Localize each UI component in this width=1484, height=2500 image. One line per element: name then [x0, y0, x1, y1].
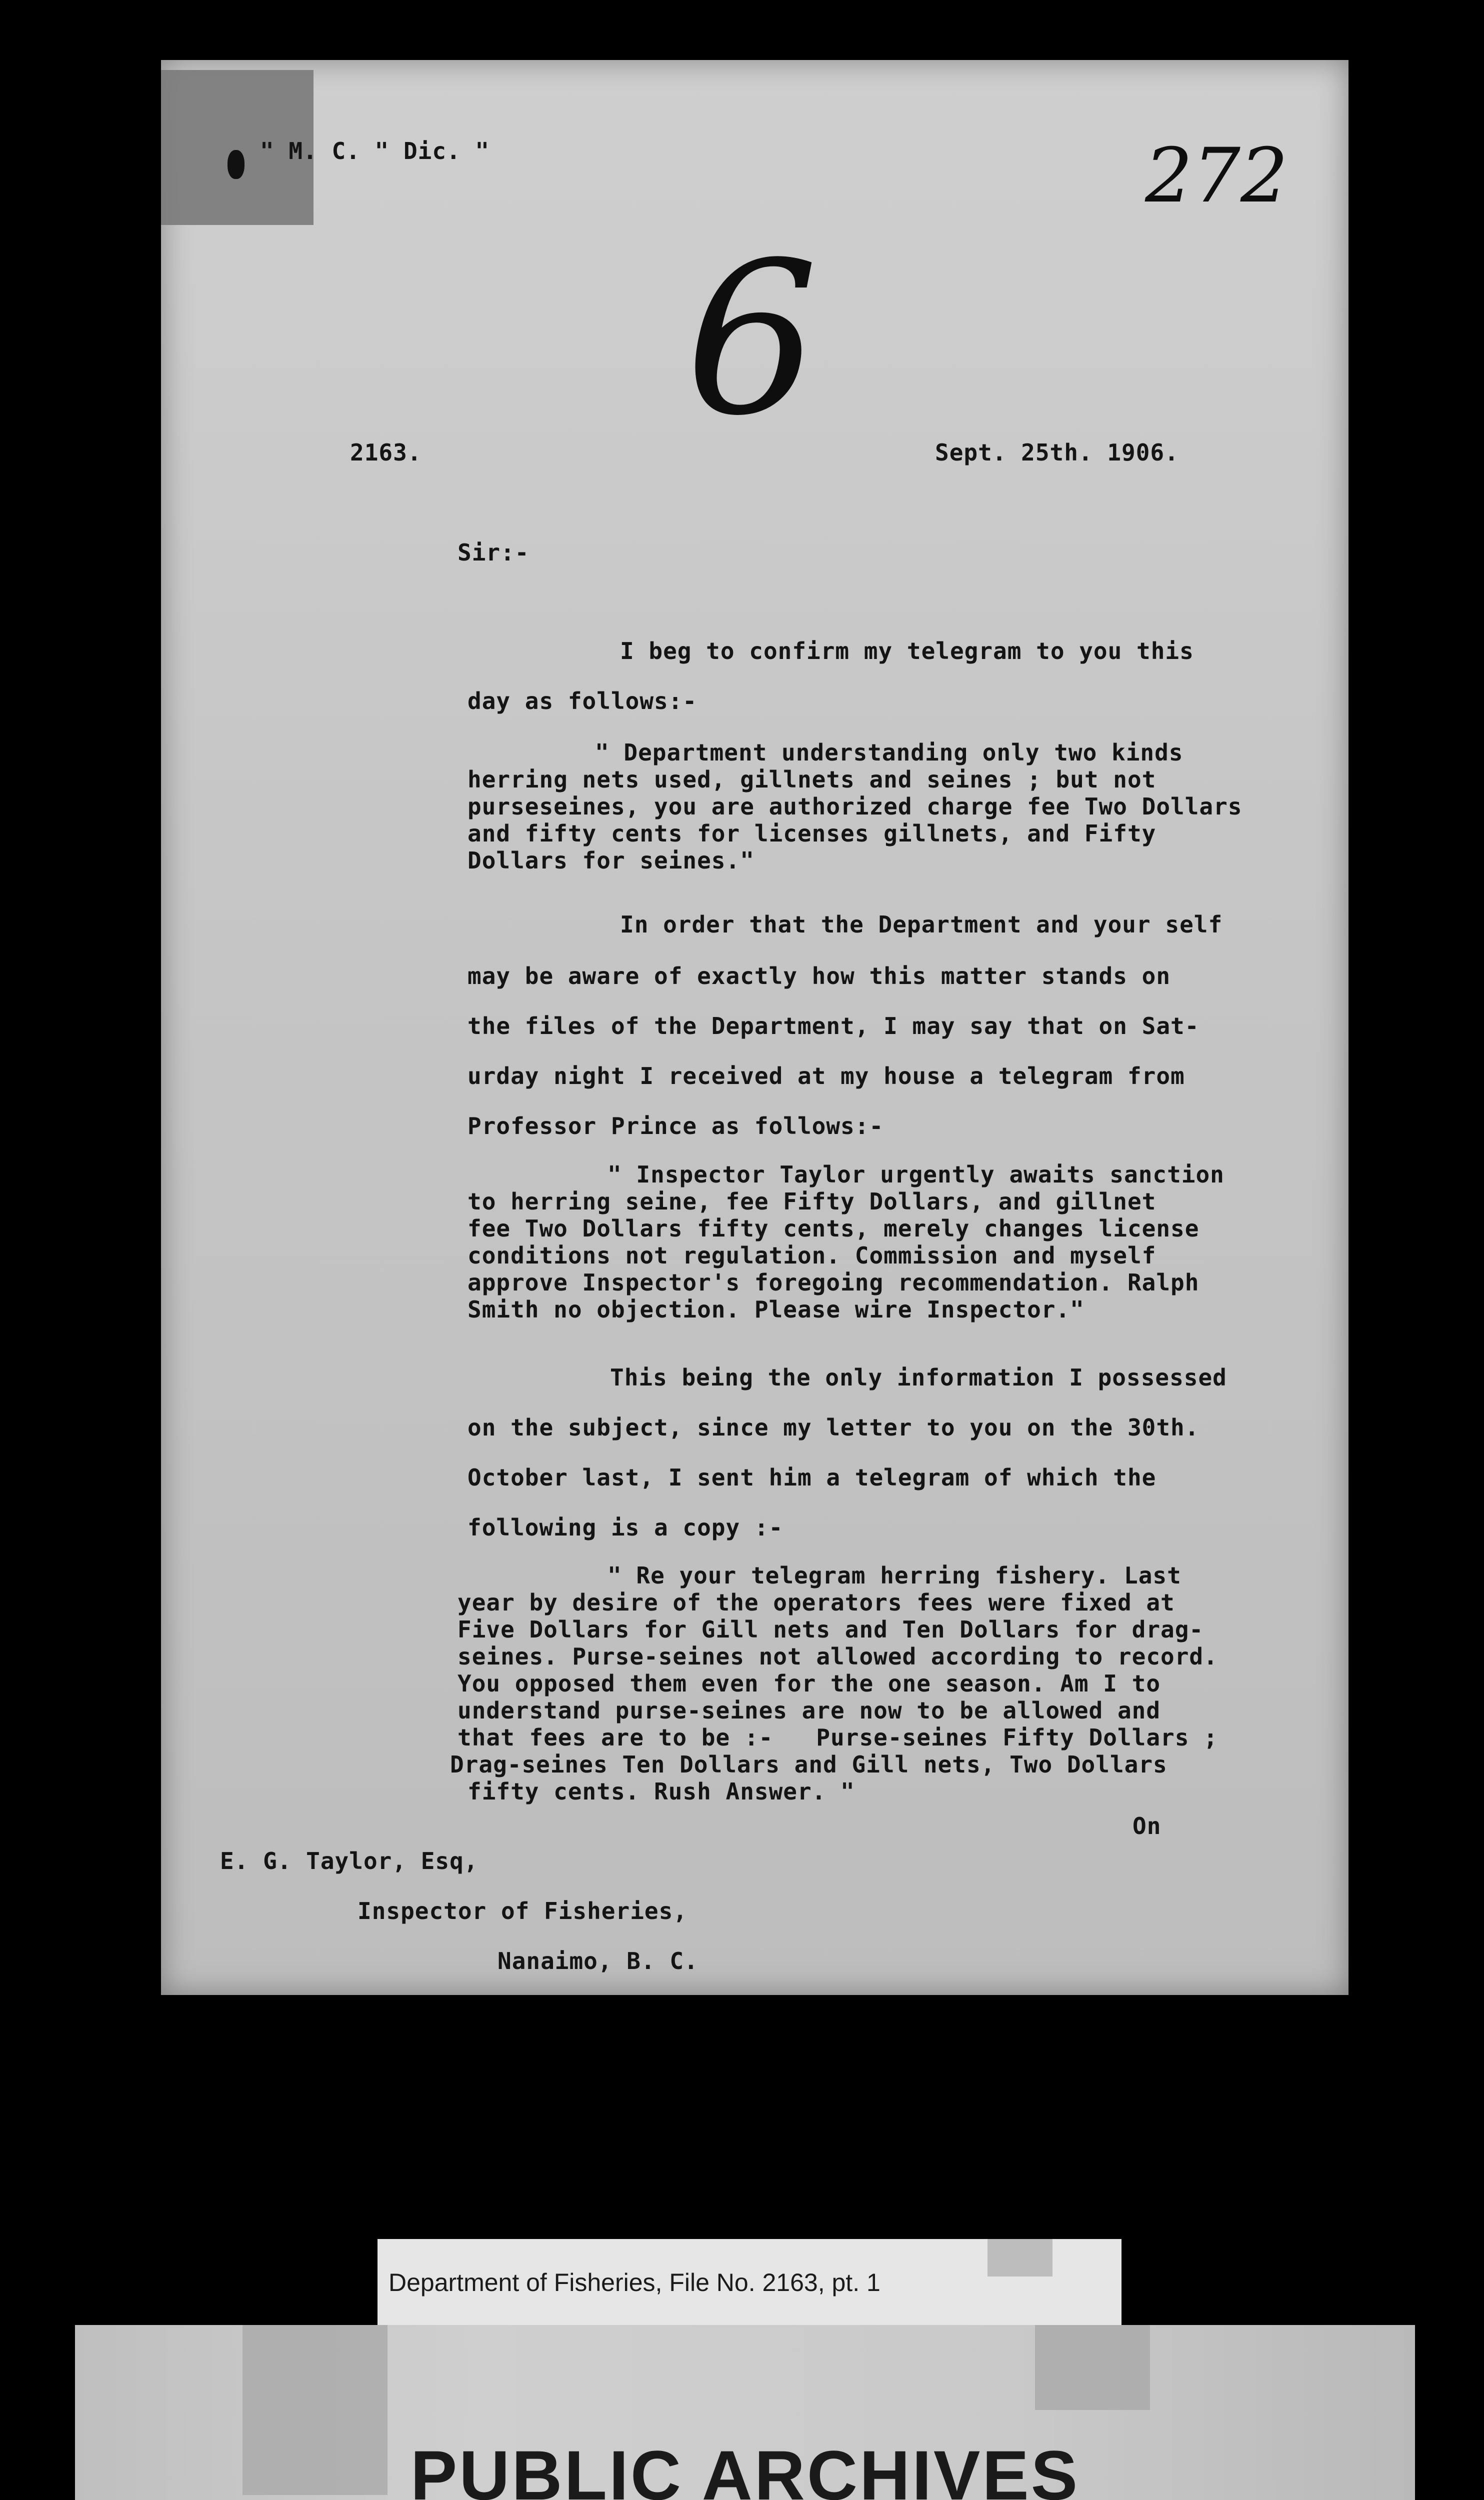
body-line: herring nets used, gillnets and seines ; but not: [468, 766, 1156, 793]
body-line: Professor Prince as follows:-: [468, 1112, 884, 1140]
body-line: urday night I received at my house a telegram from: [468, 1062, 1185, 1090]
body-line: purseseines, you are authorized charge fee Two Dollars: [468, 793, 1242, 820]
body-line: may be aware of exactly how this matter stands on: [468, 962, 1171, 990]
body-line: seines. Purse-seines not allowed according to record.: [458, 1643, 1218, 1670]
body-line: on the subject, since my letter to you on the 30th.: [468, 1414, 1200, 1441]
body-line: fee Two Dollars fifty cents, merely changes license: [468, 1215, 1200, 1242]
body-line: Drag-seines Ten Dollars and Gill nets, Two Dollars: [450, 1751, 1168, 1778]
body-line: fifty cents. Rush Answer. ": [468, 1778, 855, 1805]
handwritten-mark: 6: [685, 218, 819, 462]
body-line: year by desire of the operators fees were fixed at: [458, 1589, 1175, 1616]
body-line: approve Inspector's foregoing recommendation. Ralph: [468, 1269, 1200, 1296]
body-line: and fifty cents for licenses gillnets, and Fifty: [468, 820, 1156, 847]
continuation-word: On: [1132, 1812, 1162, 1840]
addressee-title: Inspector of Fisheries,: [358, 1898, 688, 1924]
label-smudge: [988, 2239, 1052, 2276]
body-line: This being the only information I possessed: [610, 1364, 1227, 1391]
addressee-name: E. G. Taylor, Esq,: [220, 1848, 478, 1874]
body-line: " Re your telegram herring fishery. Last: [608, 1562, 1182, 1589]
body-line: In order that the Department and your self: [620, 911, 1223, 938]
body-line: following is a copy :-: [468, 1514, 784, 1541]
addressee-location: Nanaimo, B. C.: [498, 1948, 698, 1974]
punch-hole: [228, 150, 244, 179]
body-line: day as follows:-: [468, 688, 698, 714]
body-line: Five Dollars for Gill nets and Ten Dollars for drag-: [458, 1616, 1204, 1643]
folio-number: 272: [1145, 132, 1288, 220]
stamp-tape-right: [1035, 2325, 1150, 2410]
salutation: Sir:-: [458, 539, 530, 566]
body-line: " Department understanding only two kinds: [595, 739, 1184, 766]
body-line: to herring seine, fee Fifty Dollars, and gillnet: [468, 1188, 1156, 1215]
body-line: Dollars for seines.": [468, 847, 754, 874]
body-line: understand purse-seines are now to be allowed and: [458, 1697, 1161, 1724]
file-number: 2163.: [350, 439, 422, 466]
letter-date: Sept. 25th. 1906.: [935, 439, 1179, 466]
file-label-text: Department of Fisheries, File No. 2163, pt. 1: [388, 2268, 880, 2296]
body-line: the files of the Department, I may say that on Sat-: [468, 1012, 1200, 1040]
body-line: that fees are to be :- Purse-seines Fifty Dollars ;: [458, 1724, 1218, 1751]
body-line: conditions not regulation. Commission and myself: [468, 1242, 1156, 1269]
header-reference: " M. C. " Dic. ": [260, 138, 490, 164]
body-line: You opposed them even for the one season. Am I to: [458, 1670, 1161, 1697]
body-line: Smith no objection. Please wire Inspector.": [468, 1296, 1084, 1323]
body-line: October last, I sent him a telegram of which the: [468, 1464, 1156, 1491]
body-line: I beg to confirm my telegram to you this: [620, 638, 1194, 664]
file-label: [378, 2239, 1122, 2334]
stamp-line-english: PUBLIC ARCHIVES: [410, 2436, 1080, 2500]
body-line: " Inspector Taylor urgently awaits sanction: [608, 1161, 1224, 1188]
archive-stamp: [75, 2325, 1415, 2500]
